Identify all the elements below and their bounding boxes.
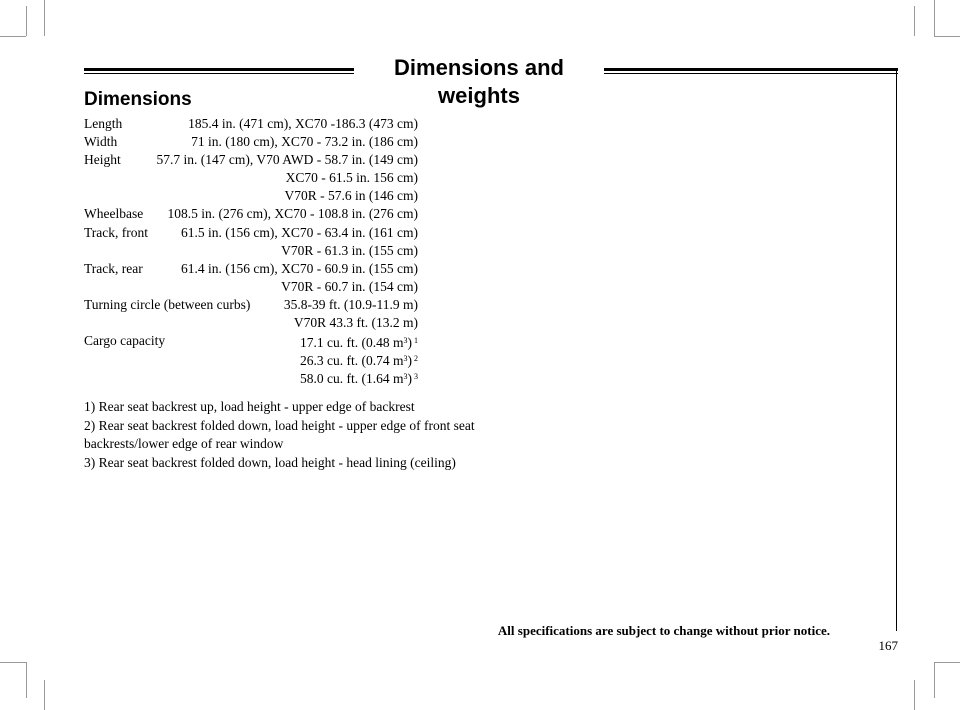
crop-mark xyxy=(934,0,935,36)
spec-value xyxy=(285,187,418,205)
spec-label: Length xyxy=(84,116,123,131)
spec-value xyxy=(300,368,418,388)
spec-row xyxy=(84,332,418,350)
spec-value xyxy=(181,260,418,278)
footnote: 2) Rear seat backrest folded down, load height - upper edge of front seat xyxy=(84,417,475,433)
spec-row xyxy=(84,224,418,242)
spec-row xyxy=(84,133,418,151)
crop-mark xyxy=(934,662,935,698)
spec-value-text: 185.4 in. (471 cm), XC70 -186.3 (473 cm) xyxy=(188,116,418,131)
spec-value-text: V70R - 60.7 in. (154 cm) xyxy=(281,278,418,294)
spec-label: Turning circle (between curbs) xyxy=(84,296,251,312)
spec-row xyxy=(84,115,418,133)
spec-label: Wheelbase xyxy=(84,206,144,222)
spec-row xyxy=(84,350,418,368)
spec-value-text: V70R - 61.3 in. (155 cm) xyxy=(281,242,418,258)
spec-table xyxy=(84,115,418,386)
spec-value-text: 58.0 cu. ft. (1.64 $m^3$) xyxy=(300,371,412,387)
spec-value-text: V70R 43.3 ft. (13.2 m) xyxy=(293,315,418,331)
header-rule-right xyxy=(604,68,898,71)
spec-value xyxy=(300,332,418,352)
spec-value-text: V70R - 57.6 in (146 cm) xyxy=(284,188,418,204)
side-rule xyxy=(896,69,897,631)
spec-value-text: 17.1 cu. ft. (0.48 $m^3$) xyxy=(300,335,412,351)
crop-mark xyxy=(914,6,915,36)
footnotes xyxy=(84,398,504,472)
spec-value-text: 26.3 cu. ft. (0.74 $m^3$) xyxy=(300,353,412,369)
spec-label: Track, front xyxy=(84,224,148,240)
spec-row xyxy=(84,368,418,386)
spec-value xyxy=(168,205,418,223)
crop-mark xyxy=(26,662,27,698)
spec-row xyxy=(84,296,418,314)
spec-value-text: 108.5 in. (276 cm), XC70 - 108.8 in. (276 cm) xyxy=(167,206,418,222)
spec-value xyxy=(294,314,418,332)
spec-row xyxy=(84,242,418,260)
spec-label: Cargo capacity xyxy=(84,333,166,349)
spec-row xyxy=(84,187,418,205)
crop-mark xyxy=(934,662,960,663)
spec-label: Track, rear xyxy=(84,260,143,276)
spec-value-text: 35.8-39 ft. (10.9-11.9 m) xyxy=(283,296,418,312)
spec-label: Height xyxy=(84,152,121,168)
spec-value xyxy=(191,133,418,151)
footnote: 3) Rear seat backrest folded down, load height - head lining (ceiling) xyxy=(84,454,456,470)
spec-row xyxy=(84,278,418,296)
spec-value-text: XC70 - 61.5 in. 156 cm) xyxy=(285,170,418,186)
footnote-ref: 3 xyxy=(414,372,418,382)
crop-mark xyxy=(44,680,45,710)
footnote: 1) Rear seat backrest up, load height - upper edge of backrest xyxy=(84,399,415,414)
spec-row xyxy=(84,169,418,187)
spec-value xyxy=(284,296,418,314)
spec-value xyxy=(156,151,418,169)
spec-label: Width xyxy=(84,134,118,150)
section-heading: Dimensions xyxy=(84,89,192,110)
spec-value xyxy=(281,242,418,260)
spec-row xyxy=(84,260,418,278)
specifications-notice: All specifications are subject to change without prior notice. xyxy=(497,623,830,638)
spec-value xyxy=(300,350,418,370)
crop-mark xyxy=(914,680,915,710)
crop-mark xyxy=(26,6,27,36)
spec-value-text: 57.7 in. (147 cm), V70 AWD - 58.7 in. (149 cm) xyxy=(156,152,418,168)
spec-value xyxy=(281,278,418,296)
footnote-ref: 1 xyxy=(414,336,418,346)
spec-value xyxy=(286,169,418,187)
spec-value xyxy=(181,224,418,242)
crop-mark xyxy=(934,36,960,37)
crop-mark xyxy=(0,662,26,663)
spec-row xyxy=(84,205,418,223)
spec-value-text: 61.5 in. (156 cm), XC70 - 63.4 in. (161 cm) xyxy=(181,224,418,240)
spec-value-text: 71 in. (180 cm), XC70 - 73.2 in. (186 cm) xyxy=(191,134,418,150)
header-rule-left xyxy=(84,68,354,71)
spec-row xyxy=(84,151,418,169)
spec-row xyxy=(84,314,418,332)
footnote: backrests/lower edge of rear window xyxy=(84,436,284,452)
spec-value xyxy=(188,115,418,133)
spec-value-text: 61.4 in. (156 cm), XC70 - 60.9 in. (155 cm) xyxy=(181,260,418,276)
footnote-ref: 2 xyxy=(414,354,418,364)
page-number: 167 xyxy=(878,638,898,653)
crop-mark xyxy=(0,36,26,37)
crop-mark xyxy=(44,0,45,36)
page-title: Dimensions and weights xyxy=(394,55,564,108)
